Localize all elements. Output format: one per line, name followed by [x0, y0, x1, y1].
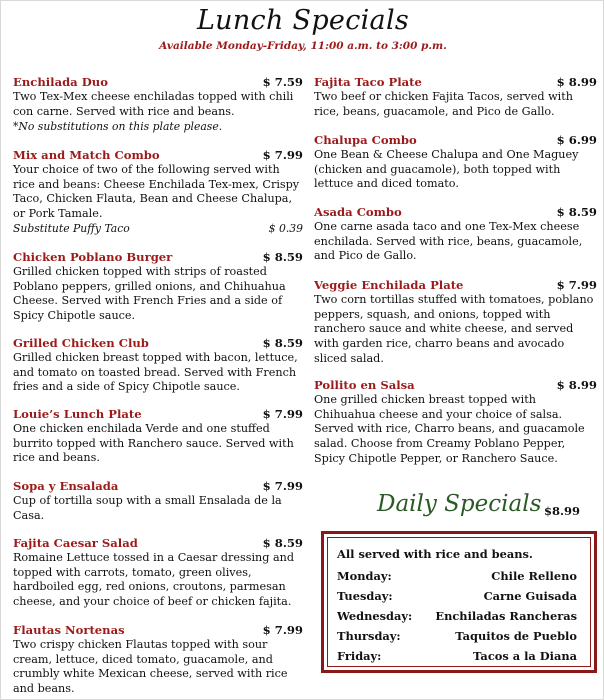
menu-header	[1, 5, 604, 52]
item-price: $ 8.59	[262, 250, 303, 264]
item-name: Sopa y Ensalada	[13, 479, 119, 493]
item-description: Two beef or chicken Fajita Tacos, served with rice, beans, guacamole, and Pico de Gallo.	[314, 90, 573, 118]
item-name: Asada Combo	[314, 205, 402, 219]
item-description: One chicken enchilada Verde and one stuffed burrito topped with Ranchero sauce. Served with rice and beans.	[13, 422, 294, 465]
item-description: One carne asada taco and one Tex-Mex cheese enchilada. Served with rice, beans, guacamole, and Pico de Gallo.	[314, 220, 583, 263]
item-description: Grilled chicken breast topped with bacon, lettuce, and tomato on toasted bread. Served with French fries and a side of Spicy Chipotle sauce.	[13, 351, 298, 394]
availability-subtitle: Available Monday-Friday, 11:00 a.m. to 3:00 p.m.	[159, 40, 447, 52]
item-name: Veggie Enchilada Plate	[314, 278, 464, 292]
item-description: Cup of tortilla soup with a small Ensalada de la Casa.	[13, 494, 282, 522]
page-title: Lunch Specials	[196, 5, 410, 36]
item-price: $ 8.59	[556, 205, 597, 219]
item-name: Flautas Nortenas	[13, 623, 125, 637]
item-name: Mix and Match Combo	[13, 148, 160, 162]
item-price: $ 7.99	[262, 623, 303, 637]
daily-day: Wednesday:	[337, 609, 413, 623]
item-description: Your choice of two of the following served with rice and beans: Cheese Enchilada Tex-mex, Crispy Taco, Chicken Flauta, Bean and Cheese Chalupa, or Pork Tamale.	[13, 163, 300, 221]
item-note: Substitute Puffy Taco	[13, 222, 130, 235]
daily-day: Monday:	[337, 569, 392, 583]
item-price: $ 8.99	[556, 378, 597, 392]
item-price: $ 8.59	[262, 336, 303, 350]
item-name: Chalupa Combo	[314, 133, 417, 147]
daily-specials-price: $8.99	[544, 504, 581, 518]
item-description: Romaine Lettuce tossed in a Caesar dressing and topped with carrots, tomato, green olives, hardboiled egg, red onions, croutons, parmesan cheese, and your choice of beef or chicken fajita.	[13, 551, 295, 609]
daily-dish: Tacos a la Diana	[473, 649, 577, 663]
item-price: $ 8.99	[556, 75, 597, 89]
daily-specials-title: Daily Specials	[377, 491, 542, 517]
item-price: $ 7.59	[262, 75, 303, 89]
item-name: Chicken Poblano Burger	[13, 250, 173, 264]
daily-specials-intro: All served with rice and beans.	[337, 547, 533, 561]
daily-day: Friday:	[337, 649, 382, 663]
daily-day: Thursday:	[337, 629, 401, 643]
item-name: Enchilada Duo	[13, 75, 108, 89]
item-description: One Bean & Cheese Chalupa and One Maguey (chicken and guacamole), both topped with lettuce and diced tomato.	[314, 148, 579, 191]
item-name: Fajita Taco Plate	[314, 75, 422, 89]
item-price: $ 7.99	[262, 148, 303, 162]
item-note-price: $ 0.39	[268, 222, 303, 235]
item-note: *No substitutions on this plate please.	[13, 120, 223, 133]
item-description: Two corn tortillas stuffed with tomatoes, poblano peppers, squash, and onions, topped with ranchero sauce and white cheese, and served with garden rice, charro beans and avocado sliced salad.	[314, 293, 594, 365]
item-description: One grilled chicken breast topped with Chihuahua cheese and your choice of salsa. Served with rice, Charro beans, and guacamole salad. Choose from Creamy Poblano Pepper, Spicy Chipotle Pepper, or Ranchero Sauce.	[314, 393, 585, 465]
item-description: Two crispy chicken Flautas topped with sour cream, lettuce, diced tomato, guacamole, and crumbly white Mexican cheese, served with rice and beans.	[13, 638, 288, 696]
item-name: Pollito en Salsa	[314, 378, 415, 392]
daily-dish: Taquitos de Pueblo	[455, 629, 577, 643]
item-price: $ 8.59	[262, 536, 303, 550]
item-price: $ 7.99	[262, 407, 303, 421]
daily-dish: Carne Guisada	[483, 589, 577, 603]
daily-specials-box	[321, 531, 597, 673]
item-description: Two Tex-Mex cheese enchiladas topped with chili con carne. Served with rice and beans.	[13, 90, 294, 118]
item-price: $ 6.99	[556, 133, 597, 147]
item-name: Fajita Caesar Salad	[13, 536, 138, 550]
item-price: $ 7.99	[262, 479, 303, 493]
daily-day: Tuesday:	[337, 589, 393, 603]
item-name: Louie’s Lunch Plate	[13, 407, 142, 421]
item-description: Grilled chicken topped with strips of roasted Poblano peppers, grilled onions, and Chihuahua Cheese. Served with French Fries and a side of Spicy Chipotle sauce.	[13, 265, 286, 323]
item-name: Grilled Chicken Club	[13, 336, 149, 350]
daily-dish: Enchiladas Rancheras	[435, 609, 577, 623]
item-price: $ 7.99	[556, 278, 597, 292]
daily-dish: Chile Relleno	[491, 569, 577, 583]
